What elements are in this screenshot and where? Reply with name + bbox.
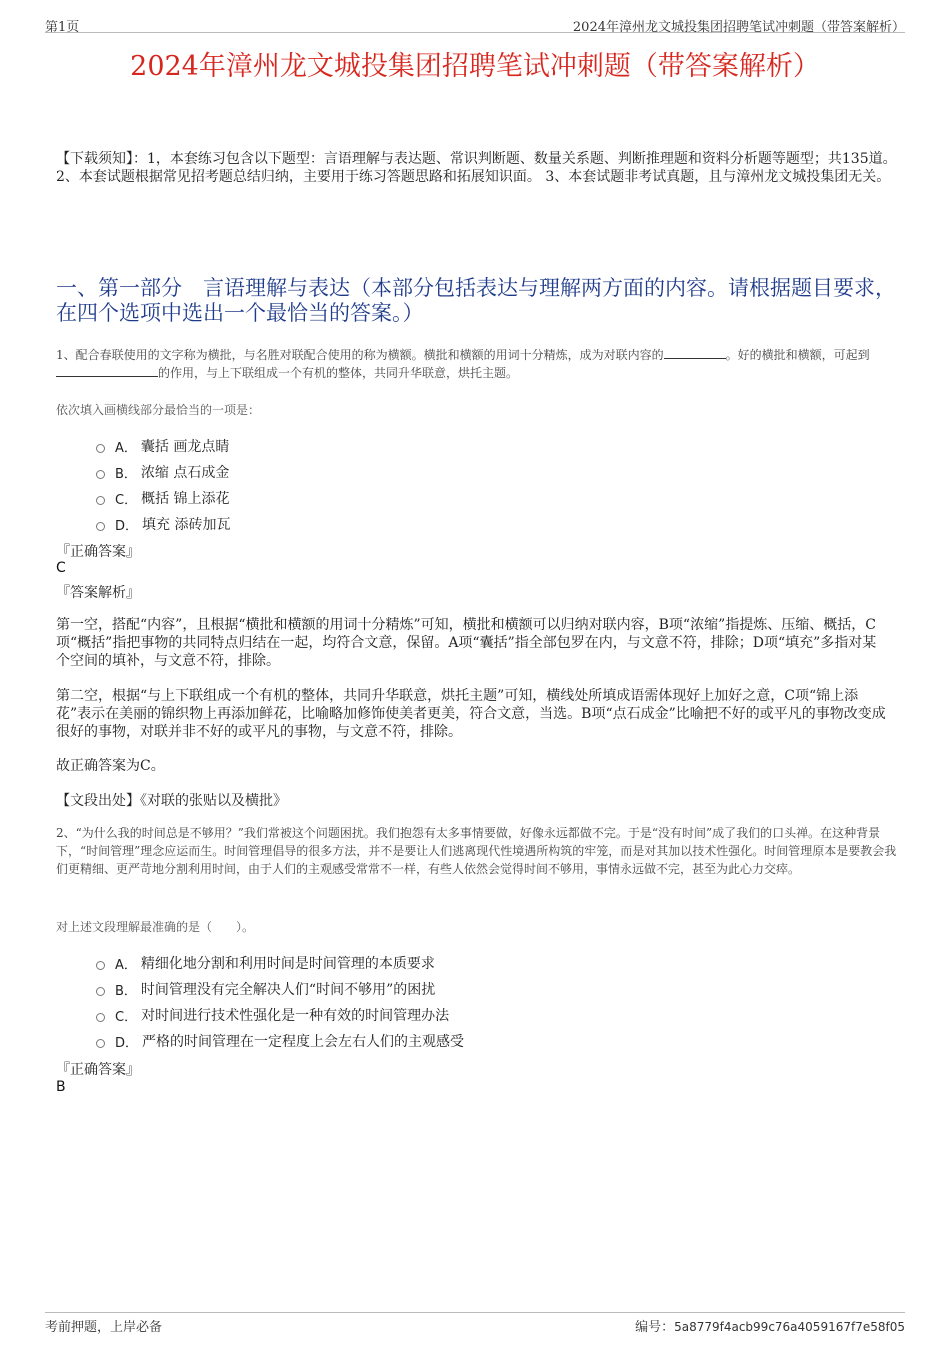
download-notice: 【下载须知】：1，本套练习包含以下题型：言语理解与表达题、常识判断题、数量关系题、判断推理题和资料分析题等题型；共135道。 2、本套试题根据常见招考题总结归纳，主要用于练习答题思路和拓展知识面。 3、本套试题非考试真题，且与漳州龙文城投集团无关。	[56, 151, 897, 185]
analysis-paragraph: 第一空，搭配“内容”，且根据“横批和横额的用词十分精炼”可知，横批和横额可以归纳对联内容，B项“浓缩”指提炼、压缩、概括，C项“概括”指把事物的共同特点归结在一起，均符合文意，保留。A项“囊括”指全部包罗在内，与文意不符，排除；D项“填充”多指对某个空间的填补，与文意不符，排除。	[56, 617, 877, 669]
question-2-stem: 2、“为什么我的时间总是不够用？”我们常被这个问题困扰。我们抱怨有太多事情要做，好像永远都做不完。于是“没有时间”成了我们的口头禅。在这种背景下，“时间管理”理念应运而生。时间管理倡导的很多方法，并不是要让人们逃离现代性境遇所构筑的牢笼，而是对其加以技术性强化。时间管理原本是要教会我们更精细、更严苛地分割利用时间，由于人们的主观感受常常不一样，有些人依然会觉得时间不够用，事情永远做不完，甚至为此心力交瘁。	[56, 826, 897, 876]
page-number: 第1页	[45, 20, 80, 35]
page-footer	[45, 1312, 905, 1333]
radio-icon[interactable]	[96, 961, 105, 970]
option-c[interactable]: C． 概括 锦上添花	[96, 485, 230, 511]
blank-line	[664, 346, 726, 359]
option-c[interactable]: C． 对时间进行技术性强化是一种有效的时间管理办法	[96, 1002, 464, 1028]
radio-icon[interactable]	[96, 522, 105, 531]
radio-icon[interactable]	[96, 444, 105, 453]
question-2-options	[96, 950, 464, 1054]
option-a[interactable]: A． 精细化地分割和利用时间是时间管理的本质要求	[96, 950, 464, 976]
question-1-options	[96, 433, 230, 537]
document-title: 2024年漳州龙文城投集团招聘笔试冲刺题（带答案解析）	[130, 51, 820, 82]
document-code: 编号：5a8779f4acb99c76a4059167f7e58f05	[635, 1320, 905, 1335]
option-b[interactable]: B． 时间管理没有完全解决人们“时间不够用”的困扰	[96, 976, 464, 1002]
blank-line	[56, 364, 158, 377]
option-b[interactable]: B． 浓缩 点石成金	[96, 459, 230, 485]
option-d[interactable]: D． 严格的时间管理在一定程度上会左右人们的主观感受	[96, 1028, 464, 1054]
header-doc-title: 2024年漳州龙文城投集团招聘笔试冲刺题（带答案解析）	[572, 20, 905, 35]
answer-value: B	[56, 1079, 66, 1095]
page-header	[45, 14, 905, 33]
analysis-conclusion: 故正确答案为C。	[56, 758, 165, 774]
radio-icon[interactable]	[96, 470, 105, 479]
answer-label: 『正确答案』	[56, 544, 140, 560]
source-note: 【文段出处】《对联的张贴以及横批》	[56, 793, 287, 809]
question-1-instruction: 依次填入画横线部分最恰当的一项是：	[56, 403, 261, 417]
radio-icon[interactable]	[96, 987, 105, 996]
answer-value: C	[56, 560, 66, 576]
question-1-stem: 1、配合春联使用的文字称为横批，与名胜对联配合使用的称为横额。横批和横额的用词十分精炼，成为对联内容的 。好的横批和横额，可起到的作用，与上下联组成一个有机的整体，共同升华联意，烘托主题。	[56, 348, 870, 380]
question-2-instruction: 对上述文段理解最准确的是（ ）。	[56, 920, 255, 934]
section-title: 一、第一部分 言语理解与表达（本部分包括表达与理解两方面的内容。请根据题目要求，在四个选项中选出一个最恰当的答案。）	[56, 276, 896, 325]
option-d[interactable]: D． 填充 添砖加瓦	[96, 511, 230, 537]
radio-icon[interactable]	[96, 496, 105, 505]
analysis-label: 『答案解析』	[56, 585, 140, 601]
radio-icon[interactable]	[96, 1013, 105, 1022]
answer-label: 『正确答案』	[56, 1062, 140, 1078]
radio-icon[interactable]	[96, 1039, 105, 1048]
option-a[interactable]: A． 囊括 画龙点睛	[96, 433, 230, 459]
footer-slogan: 考前押题，上岸必备	[45, 1320, 163, 1335]
analysis-paragraph: 第二空，根据“与上下联组成一个有机的整体，共同升华联意，烘托主题”可知，横线处所填成语需体现好上加好之意，C项“锦上添花”表示在美丽的锦织物上再添加鲜花，比喻略加修饰使美者更美，符合文意，当选。B项“点石成金”比喻把不好的或平凡的事物改变成很好的事物，对联并非不好的或平凡的事物，与文意不符，排除。	[56, 688, 886, 740]
